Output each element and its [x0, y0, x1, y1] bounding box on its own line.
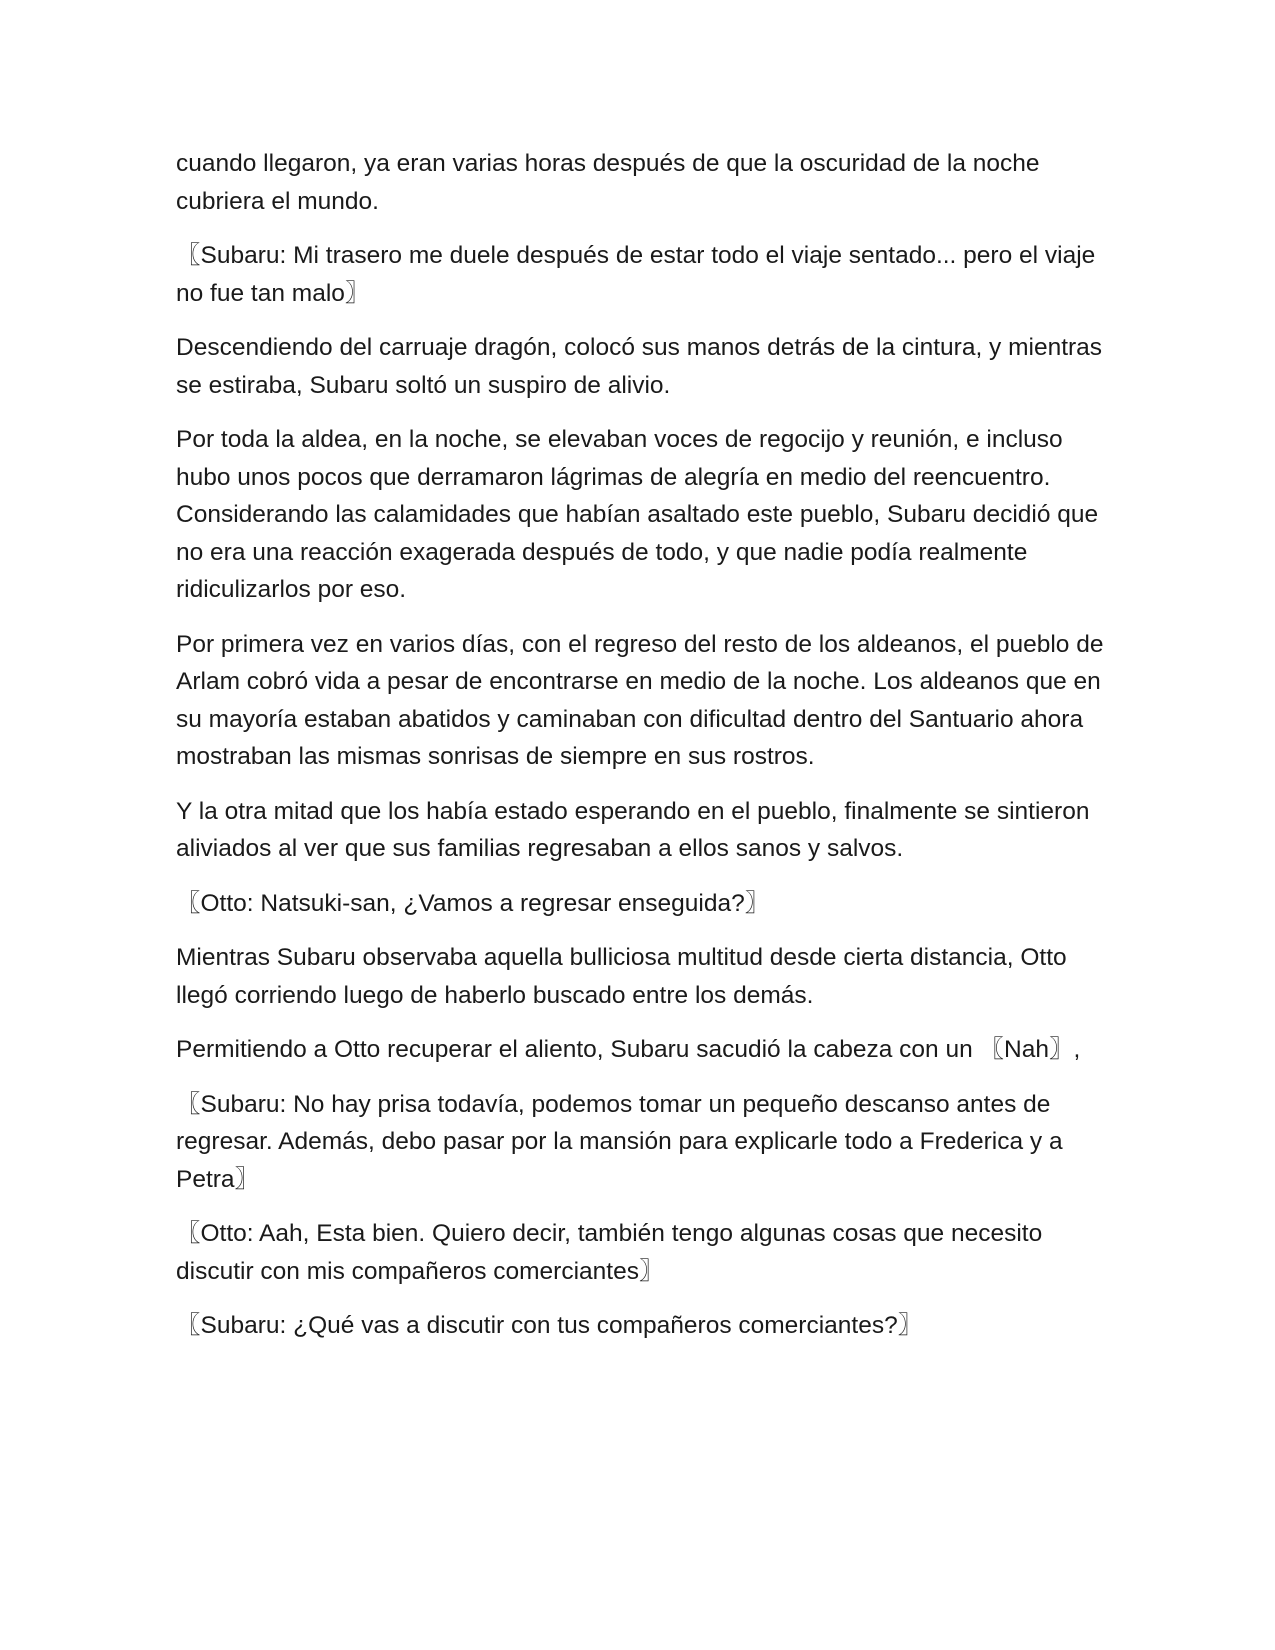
paragraph-3: Descendiendo del carruaje dragón, colocó sus manos detrás de la cintura, y mientras se estiraba, Subaru soltó un suspiro de alivio.: [176, 334, 1103, 399]
dialogue-subaru-2: 〖Subaru: No hay prisa todavía, podemos tomar un pequeño descanso antes de regresar. Además, debo pasar por la mansión para explicarle todo a Frederica y a Petra〗: [176, 1090, 1063, 1193]
paragraph-9: Permitiendo a Otto recuperar el aliento, Subaru sacudió la cabeza con un 〖Nah〗,: [176, 1036, 1081, 1063]
paragraph-6: Y la otra mitad que los había estado esperando en el pueblo, finalmente se sintieron aliviados al ver que sus familias regresaban a ellos sanos y salvos.: [176, 797, 1090, 862]
dialogue-otto-2: 〖Otto: Aah, Esta bien. Quiero decir, también tengo algunas cosas que necesito discutir con mis compañeros comerciantes〗: [176, 1220, 1043, 1285]
paragraph-4: Por toda la aldea, en la noche, se elevaban voces de regocijo y reunión, e incluso hubo unos pocos que derramaron lágrimas de alegría en medio del reencuentro. Considerando las calamidades que habían asaltado este pueblo, Subaru decidió que no era una reacción exagerada después de todo, y que nadie podía realmente ridiculizarlos por eso.: [176, 426, 1099, 603]
body-text: [176, 145, 1106, 1362]
paragraph-8: Mientras Subaru observaba aquella bulliciosa multitud desde cierta distancia, Otto llegó corriendo luego de haberlo buscado entre los demás.: [176, 944, 1067, 1009]
paragraph-5: Por primera vez en varios días, con el regreso del resto de los aldeanos, el pueblo de Arlam cobró vida a pesar de encontrarse en medio de la noche. Los aldeanos que en su mayoría estaban abatidos y caminaban con dificultad dentro del Santuario ahora mostraban las mismas sonrisas de siempre en sus rostros.: [176, 630, 1104, 770]
paragraph-1: cuando llegaron, ya eran varias horas después de que la oscuridad de la noche cubriera el mundo.: [176, 150, 1040, 215]
dialogue-subaru-1: 〖Subaru: Mi trasero me duele después de estar todo el viaje sentado... pero el viaje no fue tan malo〗: [176, 242, 1096, 307]
dialogue-otto-1: 〖Otto: Natsuki-san, ¿Vamos a regresar enseguida?〗: [176, 889, 770, 917]
dialogue-subaru-3: 〖Subaru: ¿Qué vas a discutir con tus compañeros comerciantes?〗: [176, 1312, 923, 1339]
